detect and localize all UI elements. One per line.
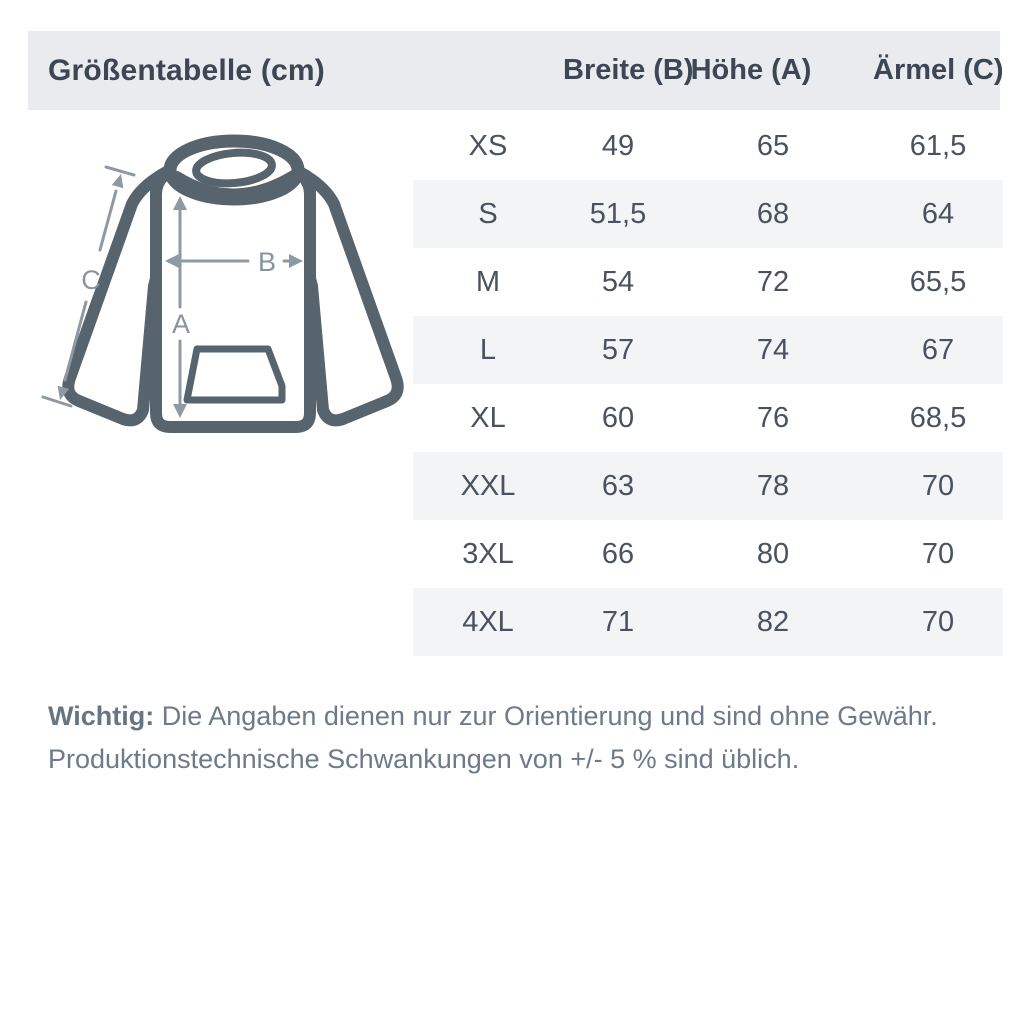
size-row-xl — [413, 384, 1003, 452]
cell-size: 4XL — [462, 605, 514, 638]
cell-aermel: 70 — [921, 605, 955, 638]
hoodie-pocket — [187, 349, 282, 400]
size-row-l — [413, 316, 1003, 384]
cell-hoehe: 80 — [756, 537, 790, 570]
cell-hoehe: 82 — [756, 605, 790, 638]
cell-size: 3XL — [462, 537, 514, 570]
size-row-xs — [413, 112, 1003, 180]
arrowhead-c-top — [112, 174, 124, 188]
column-headers — [413, 31, 1004, 110]
cell-size: XL — [470, 401, 506, 434]
cell-breite: 57 — [601, 333, 635, 366]
disclaimer-line1: Die Angaben dienen nur zur Orientierung und sind ohne Gewähr. — [154, 701, 938, 731]
cell-aermel: 61,5 — [909, 129, 967, 162]
cell-breite: 66 — [601, 537, 635, 570]
column-header-aermel: Ärmel (C) — [873, 54, 1004, 86]
label-a: A — [171, 309, 191, 339]
label-c: C — [81, 265, 101, 295]
cell-aermel: 64 — [921, 197, 955, 230]
cell-breite: 51,5 — [589, 197, 647, 230]
cell-hoehe: 72 — [756, 265, 790, 298]
cell-aermel: 70 — [921, 537, 955, 570]
cell-breite: 63 — [601, 469, 635, 502]
size-row-4xl — [413, 588, 1003, 656]
page-title: Größentabelle (cm) — [48, 53, 325, 87]
size-row-xxl — [413, 452, 1003, 520]
label-b: B — [257, 247, 277, 277]
cell-hoehe: 76 — [756, 401, 790, 434]
cell-aermel: 65,5 — [909, 265, 967, 298]
cell-size: XXL — [460, 469, 516, 502]
column-header-hoehe: Höhe (A) — [690, 54, 812, 86]
hoodie-measurement-diagram — [40, 110, 420, 460]
cell-hoehe: 78 — [756, 469, 790, 502]
cell-breite: 60 — [601, 401, 635, 434]
size-row-m — [413, 248, 1003, 316]
size-row-3xl — [413, 520, 1003, 588]
hoodie-hood-inner — [195, 150, 273, 187]
size-table — [413, 112, 1003, 656]
cell-breite: 49 — [601, 129, 635, 162]
cell-aermel: 70 — [921, 469, 955, 502]
cell-size: XS — [468, 129, 508, 162]
cell-breite: 54 — [601, 265, 635, 298]
header-band — [28, 31, 1004, 110]
cell-hoehe: 65 — [756, 129, 790, 162]
cell-hoehe: 74 — [756, 333, 790, 366]
size-row-s — [413, 180, 1003, 248]
cell-size: S — [478, 197, 498, 230]
disclaimer-bold-label: Wichtig: — [48, 701, 155, 731]
cell-aermel: 68,5 — [909, 401, 967, 434]
cell-size: L — [479, 333, 497, 366]
cell-aermel: 67 — [921, 333, 955, 366]
column-header-breite: Breite (B) — [563, 54, 694, 86]
cell-breite: 71 — [601, 605, 635, 638]
disclaimer-line2: Produktionstechnische Schwankungen von +/- 5 % sind üblich. — [48, 744, 800, 774]
disclaimer-note — [48, 695, 998, 781]
cell-size: M — [475, 265, 501, 298]
cell-hoehe: 68 — [756, 197, 790, 230]
